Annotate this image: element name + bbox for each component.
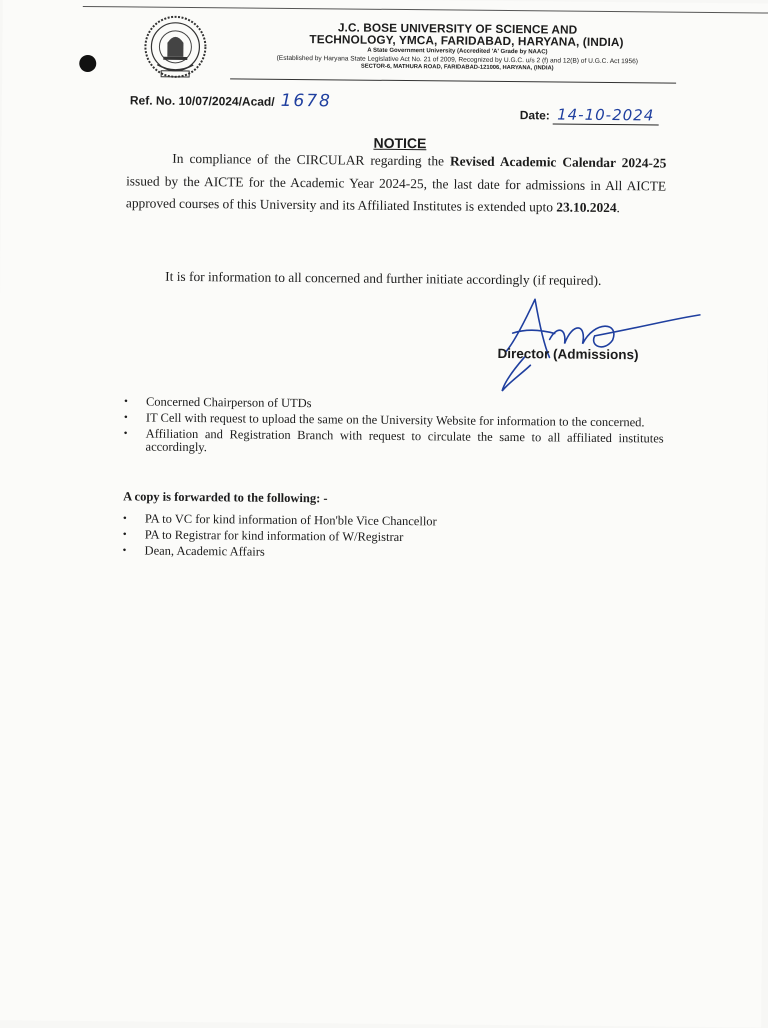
list-item-text: Affiliation and Registration Branch with request to circulate the same to all affiliated institutes accordingly. xyxy=(145,426,664,455)
letterhead xyxy=(227,20,687,73)
bullet-icon: • xyxy=(122,544,127,557)
address-line: SECTOR-6, MATHURA ROAD, FARIDABAD-121006, HARYANA, (INDIA) xyxy=(360,63,554,72)
list-item-text: Concerned Chairperson of UTDs xyxy=(145,394,312,411)
notice-paragraph-2: It is for information to all concerned and further initiate accordingly (if required). xyxy=(165,268,602,288)
list-item-text: PA to VC for kind information of Hon'ble Vice Chancellor xyxy=(144,511,437,529)
notice-paragraph-1 xyxy=(126,147,667,220)
bullet-icon: • xyxy=(122,512,127,525)
paragraph-run: Revised Academic Calendar 2024-25 xyxy=(449,153,667,171)
list-item xyxy=(123,544,663,562)
paragraph-run: issued by the AICTE for the Academic Year 2024-25, the last date for admissions in All AICTE approved courses of this University and its Affiliated Institutes is extended upto xyxy=(125,172,667,215)
bullet-icon: • xyxy=(123,395,128,408)
copy-forward-list xyxy=(122,512,662,565)
bullet-icon: • xyxy=(122,528,127,541)
accreditation-line: A State Government University (Accredited 'A' Grade by NAAC) xyxy=(367,47,548,56)
university-name-line2: TECHNOLOGY, YMCA, FARIDABAD, HARYANA, (INDIA) xyxy=(309,32,624,50)
date-label: Date: xyxy=(519,108,550,123)
reference-number xyxy=(130,89,332,111)
notice-title: NOTICE xyxy=(373,134,427,152)
signatory-title: Director (Admissions) xyxy=(497,345,639,363)
paragraph-run: In compliance of the CIRCULAR regarding the xyxy=(172,150,451,169)
paragraph-run: 23.10.2024 xyxy=(556,199,617,216)
punch-hole xyxy=(79,55,96,72)
bullet-icon: • xyxy=(123,427,128,440)
top-edge-line xyxy=(83,6,768,14)
ref-label: Ref. No. 10/07/2024/Acad/ xyxy=(129,93,275,109)
university-name-line1: J.C. BOSE UNIVERSITY OF SCIENCE AND xyxy=(337,20,578,37)
establishment-line: (Established by Haryana State Legislative Act No. 21 of 2009, Recognized by U.G.C. u/s 2 (f) and 12(B) of U.G.C. Act 1956) xyxy=(276,54,639,66)
recipient-list xyxy=(123,395,664,461)
copy-heading: A copy is forwarded to the following: - xyxy=(123,489,328,506)
date-field xyxy=(520,105,659,125)
list-item-text: Dean, Academic Affairs xyxy=(144,543,265,559)
paragraph-run: . xyxy=(616,200,621,216)
letterhead-rule xyxy=(230,78,676,83)
list-item-text: PA to Registrar for kind information of W/Registrar xyxy=(144,527,404,545)
date-handwritten-value: 14-10-2024 xyxy=(553,105,658,125)
list-item-text: IT Cell with request to upload the same on the University Website for information to the concerned. xyxy=(145,410,645,430)
university-seal-icon xyxy=(137,14,214,83)
ref-handwritten-number: 1678 xyxy=(280,90,333,112)
bullet-icon: • xyxy=(123,411,128,424)
list-item xyxy=(124,427,664,458)
